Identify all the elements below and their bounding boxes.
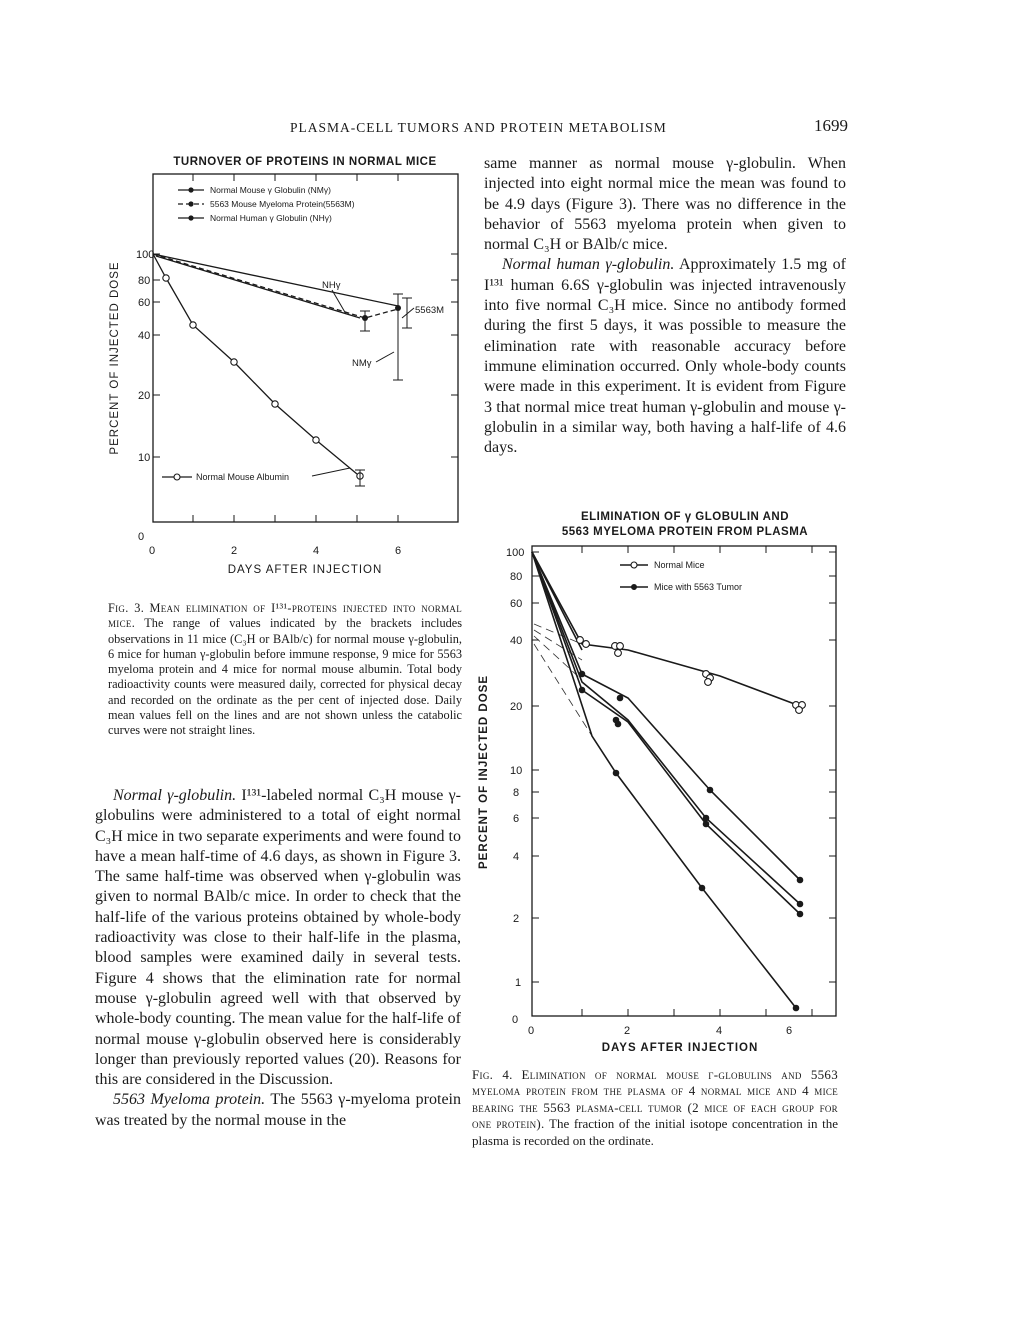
fig4-tumor-point: [797, 911, 804, 918]
fig3-series-5563m: [153, 254, 398, 318]
fig4-caption: [472, 1067, 838, 1149]
fig3-title: TURNOVER OF PROTEINS IN NORMAL MICE: [173, 156, 437, 168]
svg-text:80: 80: [138, 275, 151, 287]
svg-text:10: 10: [138, 452, 151, 464]
fig4-tumor-point: [579, 687, 586, 694]
fig3-albumin-point: [231, 359, 237, 365]
fig4-caption-heading: Elimination of normal mouse γ-globulins and 5563 myeloma protein from the plasma of 4 normal mice and 4 mice bearing the 5563 plasma-cell tumor (2 mice of each group for one protein).: [472, 1067, 839, 1132]
svg-text:0: 0: [512, 1014, 519, 1026]
fig4-normal-point: [796, 707, 803, 714]
fig4-tumor-point: [703, 815, 710, 822]
fig4-x-tick-labels: [528, 1025, 792, 1037]
right-p2: Approximately 1.5 mg of I¹³¹ human 6.6S γ-globulin was injected intravenously into five normal C₃H mice. Since no antibody formed during the first 5 days, it was possible to measure the elimination rate with reasonable accuracy before immune elimination occurred. Only whole-body counts were made in this experiment. It is evident from Figure 3 that normal mice treat human γ-globulin and mouse γ-globulin in a similar way, both having a half-life of 4.6 days.: [484, 256, 846, 457]
fig3-albumin-point: [163, 275, 169, 281]
fig4-chart: [470, 540, 850, 1060]
fig4-tumor-point: [613, 770, 620, 777]
svg-text:0: 0: [528, 1025, 535, 1037]
fig4-tumor-point: [699, 885, 706, 892]
fig4-legend: [620, 560, 742, 592]
fig3-caption-text: The range of values indicated by the brackets includes observations in 11 mice (C₃H or BAlb/c) for normal mouse γ-globulin, 6 mice for human γ-globulin before immune response, 9 mice for 5563 myeloma protein and 4 mice for normal mouse albumin. Total body radioactivity counts were measured daily, corrected for physical decay and recorded on the ordinate as the per cent of injected dose. Daily mean values fell on the lines and are not shown unless the catabolic curves were not straight lines.: [108, 616, 463, 738]
svg-text:1: 1: [515, 977, 522, 989]
svg-text:10: 10: [510, 765, 523, 777]
fig3-caption-heading: Mean elimination of I¹³¹-proteins injected into normal mice.: [108, 601, 463, 631]
fig4-normal-point: [583, 641, 590, 648]
fig3-legend-nhy: Normal Human γ Globulin (NHγ): [210, 213, 332, 223]
fig3-plot-frame: [153, 174, 458, 522]
fig4-caption-label: Fig. 4.: [472, 1067, 513, 1082]
fig3-albumin-label: Normal Mouse Albumin: [196, 472, 290, 482]
fig3-annotation-nhy: NHγ: [322, 280, 341, 291]
fig4-legend-normal: Normal Mice: [654, 560, 705, 570]
svg-text:100: 100: [506, 547, 525, 559]
right-p2-head: Normal human γ-globulin.: [502, 256, 675, 274]
fig4-tumor-point: [617, 695, 624, 702]
fig4-tumor-point: [703, 821, 710, 828]
right-column-body: [484, 154, 846, 458]
svg-text:40: 40: [138, 330, 151, 342]
fig3-annotation-nmy: NMγ: [352, 358, 372, 369]
fig3-albumin-point: [190, 322, 196, 328]
svg-text:4: 4: [716, 1025, 723, 1037]
fig3-annotation-5563m: 5563M: [415, 305, 445, 316]
svg-text:20: 20: [510, 701, 523, 713]
svg-text:4: 4: [313, 545, 320, 557]
right-p1: same manner as normal mouse γ-globulin. When injected into eight normal mice the mean was found to be 4.9 days (Figure 3). There was no difference in the behavior of 5563 myeloma protein when given to normal C₃H or BAlb/c mice.: [484, 155, 846, 254]
fig4-title-line2: 5563 MYELOMA PROTEIN FROM PLASMA: [561, 526, 809, 538]
svg-text:8: 8: [513, 787, 520, 799]
fig4-y-tick-labels: [506, 547, 524, 1026]
left-column-body: [95, 786, 461, 1131]
svg-text:0: 0: [149, 545, 156, 557]
fig4-xlabel: DAYS AFTER INJECTION: [601, 1042, 759, 1054]
fig4-legend-tumor: Mice with 5563 Tumor: [654, 582, 743, 592]
fig4-tumor-point: [615, 721, 622, 728]
fig3-chart: [100, 168, 470, 580]
svg-text:100: 100: [136, 249, 155, 261]
fig3-legend-nmy: Normal Mouse γ Globulin (NMγ): [210, 185, 331, 195]
fig4-tumor-point: [797, 901, 804, 908]
fig4-y-ticks: [532, 552, 836, 982]
fig4-tumor-point: [579, 671, 586, 678]
left-p1: I¹³¹-labeled normal C₃H mouse γ-globulins were administered to a total of eight normal C₃H mice in two separate experiments and were found to have a mean half-time of 4.6 days, as shown in Figure 3. The same half-time was observed when γ-globulin was given to normal BAlb/c mice. In order to check that the half-life of the various proteins obtained by whole-body radioactivity was close to their half-life in the plasma, blood samples were examined daily in several tests. Figure 4 shows that the elimination rate for normal mouse γ-globulin agreed well with that observed by whole-body counting. The mean value for the half-life of normal mouse γ-globulin observed here is considerably longer than previously reported values (20). Reasons for this are considered in the Discussion.: [95, 787, 461, 1089]
fig4-x-ticks: [582, 546, 812, 1016]
fig3-range-brackets: [355, 294, 412, 486]
svg-text:6: 6: [395, 545, 402, 557]
fig4-ylabel: PERCENT OF INJECTED DOSE: [478, 675, 490, 869]
svg-text:60: 60: [138, 297, 151, 309]
fig4-series-tumor: [532, 552, 803, 1011]
fig4-tumor-point: [707, 787, 714, 794]
svg-text:2: 2: [513, 913, 520, 925]
fig3-ylabel: PERCENT OF INJECTED DOSE: [109, 261, 121, 455]
svg-text:80: 80: [510, 571, 523, 583]
fig4-plot-frame: [532, 546, 836, 1016]
svg-text:0: 0: [138, 531, 145, 543]
fig4-title-line1: ELIMINATION OF γ GLOBULIN AND: [580, 511, 790, 523]
fig3-series-nmy: [153, 254, 398, 306]
fig4-normal-point: [617, 643, 624, 650]
fig4-tumor-point: [793, 1005, 800, 1012]
svg-text:2: 2: [624, 1025, 631, 1037]
fig3-x-tick-labels: [149, 545, 401, 557]
fig4-normal-point: [615, 650, 622, 657]
svg-text:20: 20: [138, 390, 151, 402]
fig4-series-normal: [532, 552, 805, 713]
left-p2: The 5563 γ-myeloma protein was treated by the normal mouse in the: [95, 1091, 462, 1129]
fig3-x-ticks: [193, 174, 398, 522]
fig3-albumin-point: [272, 401, 278, 407]
left-p1-head: Normal γ-globulin.: [113, 787, 237, 804]
fig3-y-tick-labels: [136, 249, 154, 543]
fig4-tumor-point: [797, 877, 804, 884]
fig3-albumin-point: [313, 437, 319, 443]
fig3-legend-5563m: 5563 Mouse Myeloma Protein(5563M): [210, 199, 355, 209]
svg-text:6: 6: [786, 1025, 793, 1037]
fig4-title: [520, 510, 850, 540]
fig4-normal-point: [705, 679, 712, 686]
running-head: PLASMA-CELL TUMORS AND PROTEIN METABOLISM: [290, 120, 667, 135]
fig3-caption-label: Fig. 3.: [108, 601, 145, 615]
fig4-caption-text: The fraction of the initial isotope concentration in the plasma is recorded on the ordinate.: [472, 1116, 839, 1148]
fig3-legend: [178, 185, 355, 223]
fig4-normal-point: [577, 637, 584, 644]
svg-text:60: 60: [510, 598, 523, 610]
svg-text:2: 2: [231, 545, 238, 557]
svg-text:40: 40: [510, 635, 523, 647]
svg-text:6: 6: [513, 813, 520, 825]
page-number: 1699: [814, 116, 848, 135]
fig3-annotations: [162, 280, 444, 482]
left-p2-head: 5563 Myeloma protein.: [113, 1091, 266, 1109]
svg-text:4: 4: [513, 851, 520, 863]
fig3-caption: [108, 601, 462, 739]
fig3-xlabel: DAYS AFTER INJECTION: [227, 564, 383, 576]
